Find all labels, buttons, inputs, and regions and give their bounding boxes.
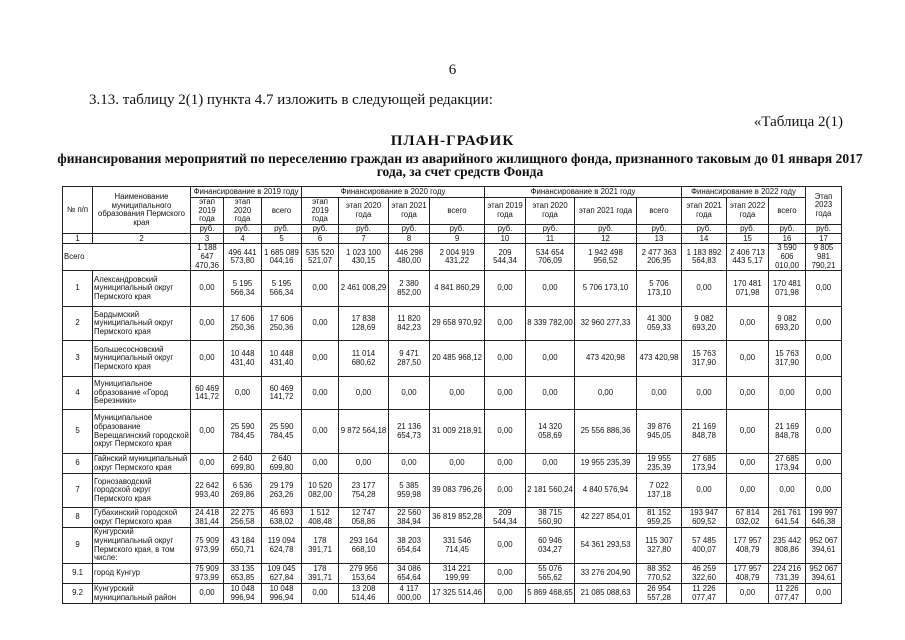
value-cell: 178 391,71 [302, 528, 339, 564]
value-cell: 60 469 141,72 [262, 377, 302, 410]
row-name: Бардымский муниципальный округ Пермского края [93, 307, 191, 341]
column-number: 9 [430, 234, 485, 244]
value-cell: 0,00 [302, 454, 339, 474]
value-cell: 9 082 693,20 [682, 307, 727, 341]
value-cell: 261 761 641,54 [769, 508, 806, 528]
value-cell: 23 177 754,28 [339, 474, 389, 508]
column-number: 16 [769, 234, 806, 244]
value-cell: 0,00 [727, 307, 769, 341]
value-cell: 0,00 [191, 271, 224, 307]
header-name: Наименование муниципального образования Пермского края [93, 187, 191, 234]
value-cell: 17 838 128,69 [339, 307, 389, 341]
header-unit: руб. [769, 224, 806, 234]
value-cell: 0,00 [485, 341, 526, 377]
financing-table [62, 186, 842, 604]
row-name: Кунгурский муниципальный округ Пермского края, в том числе: [93, 528, 191, 564]
row-number: 3 [63, 341, 93, 377]
row-number: 1 [63, 271, 93, 307]
value-cell: 0,00 [806, 271, 842, 307]
value-cell: 0,00 [485, 584, 526, 604]
value-cell: 1 512 408,48 [302, 508, 339, 528]
value-cell: 21 085 088,63 [575, 584, 637, 604]
value-cell: 0,00 [682, 377, 727, 410]
value-cell: 0,00 [806, 454, 842, 474]
value-cell: 0,00 [526, 341, 575, 377]
header-unit: руб. [575, 224, 637, 234]
value-cell: 0,00 [727, 584, 769, 604]
value-cell: 1 685 089 044,16 [262, 244, 302, 271]
value-cell: 25 590 784,45 [224, 410, 262, 454]
header-sub: всего [769, 198, 806, 225]
value-cell: 38 715 560,90 [526, 508, 575, 528]
column-number: 5 [262, 234, 302, 244]
table-row [63, 584, 842, 604]
value-cell: 0,00 [727, 474, 769, 508]
column-number: 17 [806, 234, 842, 244]
value-cell: 2 380 852,00 [389, 271, 430, 307]
value-cell: 75 909 973,99 [191, 528, 224, 564]
value-cell: 11 820 842,23 [389, 307, 430, 341]
column-number: 1 [63, 234, 93, 244]
value-cell: 11 226 077,47 [682, 584, 727, 604]
header-sub: этап 2019 года [302, 198, 339, 225]
value-cell: 9 872 564,18 [339, 410, 389, 454]
value-cell: 67 814 032,02 [727, 508, 769, 528]
row-number: 8 [63, 508, 93, 528]
value-cell: 0,00 [485, 307, 526, 341]
value-cell: 17 325 514,46 [430, 584, 485, 604]
value-cell: 0,00 [485, 410, 526, 454]
value-cell: 29 179 263,26 [262, 474, 302, 508]
value-cell: 55 076 565,62 [526, 564, 575, 584]
value-cell: 279 956 153,64 [339, 564, 389, 584]
value-cell: 31 009 218,91 [430, 410, 485, 454]
value-cell: 0,00 [806, 341, 842, 377]
value-cell: 46 259 322,60 [682, 564, 727, 584]
value-cell: 10 448 431,40 [224, 341, 262, 377]
value-cell: 0,00 [806, 307, 842, 341]
value-cell: 0,00 [727, 341, 769, 377]
value-cell: 235 442 808,86 [769, 528, 806, 564]
financing-table-container [62, 186, 842, 604]
value-cell: 0,00 [302, 377, 339, 410]
header-group-2019: Финансирование в 2019 году [191, 187, 302, 198]
value-cell: 0,00 [769, 474, 806, 508]
value-cell: 2 640 699,80 [224, 454, 262, 474]
value-cell: 2 461 008,29 [339, 271, 389, 307]
value-cell: 0,00 [302, 271, 339, 307]
value-cell: 5 195 566,34 [262, 271, 302, 307]
value-cell: 0,00 [682, 474, 727, 508]
column-number-row [63, 234, 842, 244]
value-cell: 0,00 [806, 474, 842, 508]
value-cell: 21 136 654,73 [389, 410, 430, 454]
value-cell: 10 048 996,94 [262, 584, 302, 604]
value-cell: 0,00 [339, 454, 389, 474]
value-cell: 0,00 [485, 564, 526, 584]
value-cell: 2 406 713 443 5,17 [727, 244, 769, 271]
value-cell: 177 957 408,79 [727, 528, 769, 564]
row-number: 2 [63, 307, 93, 341]
value-cell: 25 590 784,45 [262, 410, 302, 454]
value-cell: 46 693 638,02 [262, 508, 302, 528]
row-number: 9.1 [63, 564, 93, 584]
value-cell: 0,00 [302, 307, 339, 341]
value-cell: 25 556 886,36 [575, 410, 637, 454]
header-unit: руб. [637, 224, 682, 234]
value-cell: 33 276 204,90 [575, 564, 637, 584]
value-cell: 0,00 [302, 410, 339, 454]
value-cell: 21 169 848,78 [682, 410, 727, 454]
column-number: 3 [191, 234, 224, 244]
value-cell: 60 469 141,72 [191, 377, 224, 410]
row-name: Муниципальное образование Верещагинский городской округ Пермского края [93, 410, 191, 454]
intro-text: 3.13. таблицу 2(1) пункта 4.7 изложить в следующей редакции: [89, 92, 493, 108]
value-cell: 29 658 970,92 [430, 307, 485, 341]
header-sub: этап 2020 года [224, 198, 262, 225]
value-cell: 331 546 714,45 [430, 528, 485, 564]
value-cell: 4 841 860,29 [430, 271, 485, 307]
value-cell: 0,00 [485, 528, 526, 564]
value-cell: 10 448 431,40 [262, 341, 302, 377]
value-cell: 473 420,98 [637, 341, 682, 377]
value-cell: 88 352 770,52 [637, 564, 682, 584]
document-title: ПЛАН-ГРАФИК [390, 133, 515, 149]
value-cell: 0,00 [389, 377, 430, 410]
value-cell: 119 094 624,78 [262, 528, 302, 564]
value-cell: 27 685 173,94 [682, 454, 727, 474]
value-cell: 0,00 [526, 271, 575, 307]
value-cell: 2 477 363 206,95 [637, 244, 682, 271]
header-unit: руб. [526, 224, 575, 234]
row-number: 9 [63, 528, 93, 564]
value-cell: 952 067 394,61 [806, 528, 842, 564]
value-cell: 54 361 293,53 [575, 528, 637, 564]
header-group-2021: Финансирование в 2021 году [485, 187, 682, 198]
value-cell: 22 560 384,94 [389, 508, 430, 528]
value-cell: 0,00 [302, 584, 339, 604]
value-cell: 5 706 173,10 [575, 271, 637, 307]
header-sub: всего [430, 198, 485, 225]
header-unit: руб. [262, 224, 302, 234]
column-number: 13 [637, 234, 682, 244]
value-cell: 0,00 [389, 454, 430, 474]
value-cell: 535 520 521,07 [302, 244, 339, 271]
header-unit: руб. [224, 224, 262, 234]
column-number: 14 [682, 234, 727, 244]
value-cell: 0,00 [727, 377, 769, 410]
value-cell: 496 441 573,80 [224, 244, 262, 271]
value-cell: 0,00 [191, 341, 224, 377]
value-cell: 41 300 059,33 [637, 307, 682, 341]
value-cell: 0,00 [485, 454, 526, 474]
column-number: 4 [224, 234, 262, 244]
value-cell: 0,00 [191, 307, 224, 341]
row-number: 7 [63, 474, 93, 508]
value-cell: 2 181 560,24 [526, 474, 575, 508]
value-cell: 0,00 [806, 410, 842, 454]
value-cell: 0,00 [430, 377, 485, 410]
table-row [63, 564, 842, 584]
table-row [63, 307, 842, 341]
value-cell: 24 418 381,44 [191, 508, 224, 528]
table-row [63, 474, 842, 508]
value-cell: 0,00 [526, 377, 575, 410]
value-cell: 1 942 498 956,52 [575, 244, 637, 271]
column-number: 8 [389, 234, 430, 244]
header-sub: этап 2019 года [485, 198, 526, 225]
value-cell: 109 045 627,84 [262, 564, 302, 584]
value-cell: 0,00 [191, 584, 224, 604]
value-cell: 11 014 680,62 [339, 341, 389, 377]
value-cell: 0,00 [224, 377, 262, 410]
value-cell: 5 195 566,34 [224, 271, 262, 307]
row-number: 4 [63, 377, 93, 410]
value-cell: 209 544,34 [485, 508, 526, 528]
value-cell: 2 640 699,80 [262, 454, 302, 474]
value-cell: 314 221 199,99 [430, 564, 485, 584]
header-sub: этап 2022 года [727, 198, 769, 225]
value-cell: 15 763 317,90 [682, 341, 727, 377]
value-cell: 57 485 400,07 [682, 528, 727, 564]
value-cell: 10 048 996,94 [224, 584, 262, 604]
document-subtitle: финансирования мероприятий по переселению граждан из аварийного жилищного фонда, признанного таковым до 01 января 2017 года, за счет средств Фонда [57, 151, 863, 179]
value-cell: 17 606 250,36 [262, 307, 302, 341]
value-cell: 2 004 919 431,22 [430, 244, 485, 271]
header-unit: руб. [430, 224, 485, 234]
value-cell: 81 152 959,25 [637, 508, 682, 528]
value-cell: 32 960 277,33 [575, 307, 637, 341]
value-cell: 5 869 468,65 [526, 584, 575, 604]
header-stage-2023: Этап 2023 года [806, 187, 842, 225]
value-cell: 0,00 [430, 454, 485, 474]
value-cell: 0,00 [682, 271, 727, 307]
value-cell: 4 840 576,94 [575, 474, 637, 508]
value-cell: 0,00 [339, 377, 389, 410]
value-cell: 0,00 [485, 474, 526, 508]
table-row [63, 341, 842, 377]
table-row [63, 410, 842, 454]
value-cell: 39 876 945,05 [637, 410, 682, 454]
value-cell: 42 227 854,01 [575, 508, 637, 528]
value-cell: 12 747 058,86 [339, 508, 389, 528]
value-cell: 21 169 848,78 [769, 410, 806, 454]
value-cell: 0,00 [302, 341, 339, 377]
table-body [63, 244, 842, 604]
header-unit: руб. [806, 224, 842, 234]
value-cell: 115 307 327,80 [637, 528, 682, 564]
header-group-2022: Финансирование в 2022 году [682, 187, 806, 198]
header-unit: руб. [339, 224, 389, 234]
value-cell: 0,00 [575, 377, 637, 410]
value-cell: 0,00 [727, 410, 769, 454]
value-cell: 39 083 796,26 [430, 474, 485, 508]
table-row [63, 377, 842, 410]
header-sub: этап 2021 года [682, 198, 727, 225]
value-cell: 26 954 557,28 [637, 584, 682, 604]
value-cell: 11 226 077,47 [769, 584, 806, 604]
value-cell: 9 082 693,20 [769, 307, 806, 341]
value-cell: 0,00 [806, 584, 842, 604]
value-cell: 952 067 394,61 [806, 564, 842, 584]
row-name: Губахинский городской округ Пермского края [93, 508, 191, 528]
value-cell: 1 023 100 430,15 [339, 244, 389, 271]
column-number: 2 [93, 234, 191, 244]
value-cell: 36 819 852,28 [430, 508, 485, 528]
value-cell: 177 957 408,79 [727, 564, 769, 584]
value-cell: 224 216 731,39 [769, 564, 806, 584]
header-sub: всего [262, 198, 302, 225]
value-cell: 1 188 647 470,36 [191, 244, 224, 271]
value-cell: 0,00 [727, 454, 769, 474]
row-name: город Кунгур [93, 564, 191, 584]
value-cell: 38 203 654,64 [389, 528, 430, 564]
value-cell: 5 706 173,10 [637, 271, 682, 307]
value-cell: 19 955 235,39 [575, 454, 637, 474]
value-cell: 22 275 256,58 [224, 508, 262, 528]
value-cell: 0,00 [637, 377, 682, 410]
value-cell: 193 947 609,52 [682, 508, 727, 528]
header-num: № п/п [63, 187, 93, 234]
value-cell: 20 485 968,12 [430, 341, 485, 377]
row-number: 6 [63, 454, 93, 474]
header-sub: этап 2020 года [526, 198, 575, 225]
header-unit: руб. [485, 224, 526, 234]
row-name: Большесосновский муниципальный округ Пермского края [93, 341, 191, 377]
row-name: Кунгурский муниципальный район [93, 584, 191, 604]
row-number: 5 [63, 410, 93, 454]
header-sub: этап 2021 года [575, 198, 637, 225]
value-cell: 170 481 071,98 [727, 271, 769, 307]
value-cell: 5 385 959,98 [389, 474, 430, 508]
total-row [63, 244, 842, 271]
table-row [63, 528, 842, 564]
value-cell: 34 086 654,64 [389, 564, 430, 584]
value-cell: 293 164 668,10 [339, 528, 389, 564]
value-cell: 170 481 071,98 [769, 271, 806, 307]
table-reference: «Таблица 2(1) [753, 114, 843, 130]
value-cell: 1 183 892 564,83 [682, 244, 727, 271]
header-unit: руб. [727, 224, 769, 234]
value-cell: 473 420,98 [575, 341, 637, 377]
value-cell: 4 117 000,00 [389, 584, 430, 604]
column-number: 7 [339, 234, 389, 244]
value-cell: 209 544,34 [485, 244, 526, 271]
value-cell: 0,00 [806, 377, 842, 410]
value-cell: 8 339 782,00 [526, 307, 575, 341]
value-cell: 9 805 981 790,21 [806, 244, 842, 271]
value-cell: 0,00 [526, 454, 575, 474]
page-number: 6 [448, 62, 457, 78]
value-cell: 446 298 480,00 [389, 244, 430, 271]
table-row [63, 271, 842, 307]
value-cell: 43 184 650,71 [224, 528, 262, 564]
value-cell: 75 909 973,99 [191, 564, 224, 584]
column-number: 11 [526, 234, 575, 244]
value-cell: 19 955 235,39 [637, 454, 682, 474]
column-number: 15 [727, 234, 769, 244]
value-cell: 9 471 287,50 [389, 341, 430, 377]
value-cell: 17 606 250,36 [224, 307, 262, 341]
table-row [63, 508, 842, 528]
value-cell: 0,00 [485, 271, 526, 307]
header-unit: руб. [682, 224, 727, 234]
value-cell: 27 685 173,94 [769, 454, 806, 474]
header-sub: этап 2020 года [339, 198, 389, 225]
header-sub: всего [637, 198, 682, 225]
value-cell: 3 590 606 010,00 [769, 244, 806, 271]
value-cell: 33 135 653,85 [224, 564, 262, 584]
value-cell: 6 536 269,86 [224, 474, 262, 508]
value-cell: 60 946 034,27 [526, 528, 575, 564]
column-number: 12 [575, 234, 637, 244]
row-name: Муниципальное образование «Город Березники» [93, 377, 191, 410]
header-unit: руб. [389, 224, 430, 234]
value-cell: 0,00 [191, 410, 224, 454]
header-unit: руб. [302, 224, 339, 234]
row-name-total: Всего [63, 244, 191, 271]
column-number: 6 [302, 234, 339, 244]
table-row [63, 454, 842, 474]
value-cell: 0,00 [191, 454, 224, 474]
value-cell: 178 391,71 [302, 564, 339, 584]
header-sub: этап 2021 года [389, 198, 430, 225]
header-group-2020: Финансирование в 2020 году [302, 187, 485, 198]
value-cell: 22 642 993,40 [191, 474, 224, 508]
header-unit: руб. [191, 224, 224, 234]
value-cell: 14 320 058,69 [526, 410, 575, 454]
value-cell: 10 520 082,00 [302, 474, 339, 508]
row-name: Гайнский муниципальный округ Пермского края [93, 454, 191, 474]
header-sub: этап 2019 года [191, 198, 224, 225]
column-number: 10 [485, 234, 526, 244]
value-cell: 13 208 514,46 [339, 584, 389, 604]
value-cell: 0,00 [485, 377, 526, 410]
row-name: Горнозаводский городской округ Пермского края [93, 474, 191, 508]
value-cell: 0,00 [769, 377, 806, 410]
row-name: Александровский муниципальный округ Пермского края [93, 271, 191, 307]
value-cell: 534 654 706,09 [526, 244, 575, 271]
value-cell: 199 997 646,38 [806, 508, 842, 528]
value-cell: 7 022 137,18 [637, 474, 682, 508]
row-number: 9.2 [63, 584, 93, 604]
value-cell: 15 763 317,90 [769, 341, 806, 377]
